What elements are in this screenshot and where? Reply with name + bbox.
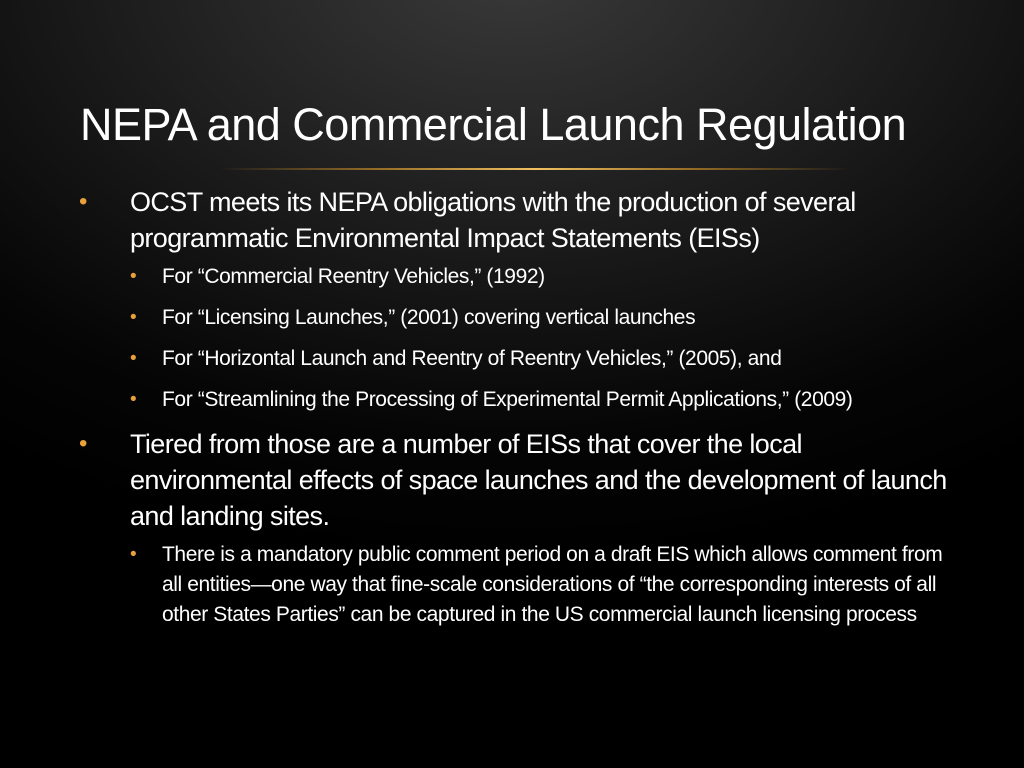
sub-bullet-list: [130, 540, 955, 630]
sub-bullet-text: There is a mandatory public comment period on a draft EIS which allows comment from all entities—one way that fine-scale considerations of “the corresponding interests of all other States Parties” can be captured in the US commercial launch licensing process: [162, 543, 943, 626]
sub-bullet-text: For “Licensing Launches,” (2001) covering vertical launches: [162, 306, 696, 329]
sub-bullet-text: For “Streamlining the Processing of Experimental Permit Applications,” (2009): [162, 388, 853, 411]
bullet-list: [75, 184, 955, 630]
sub-bullet-item: [130, 385, 955, 415]
sub-bullet-text: For “Commercial Reentry Vehicles,” (1992): [162, 265, 545, 288]
bullet-text: Tiered from those are a number of EISs that cover the local environmental effects of space launches and the development of launch and landing sites.: [130, 429, 947, 531]
slide-title: NEPA and Commercial Launch Regulation: [80, 99, 907, 150]
bullet-marker: •: [79, 188, 88, 215]
sub-bullet-marker: •: [130, 544, 137, 565]
sub-bullet-marker: •: [130, 389, 137, 410]
sub-bullet-marker: •: [130, 348, 137, 369]
sub-bullet-list: [130, 262, 955, 415]
bullet-marker: •: [79, 430, 88, 457]
sub-bullet-item: [130, 303, 955, 333]
bullet-item: [75, 426, 955, 630]
bullet-item: [75, 184, 955, 415]
title-divider: [220, 168, 850, 170]
sub-bullet-marker: •: [130, 307, 137, 328]
sub-bullet-item: [130, 262, 955, 292]
slide-content: [75, 184, 955, 641]
sub-bullet-item: [130, 540, 955, 630]
sub-bullet-item: [130, 344, 955, 374]
sub-bullet-text: For “Horizontal Launch and Reentry of Reentry Vehicles,” (2005), and: [162, 347, 782, 370]
sub-bullet-marker: •: [130, 266, 137, 287]
bullet-text: OCST meets its NEPA obligations with the production of several programmatic Environmental Impact Statements (EISs): [130, 187, 856, 253]
